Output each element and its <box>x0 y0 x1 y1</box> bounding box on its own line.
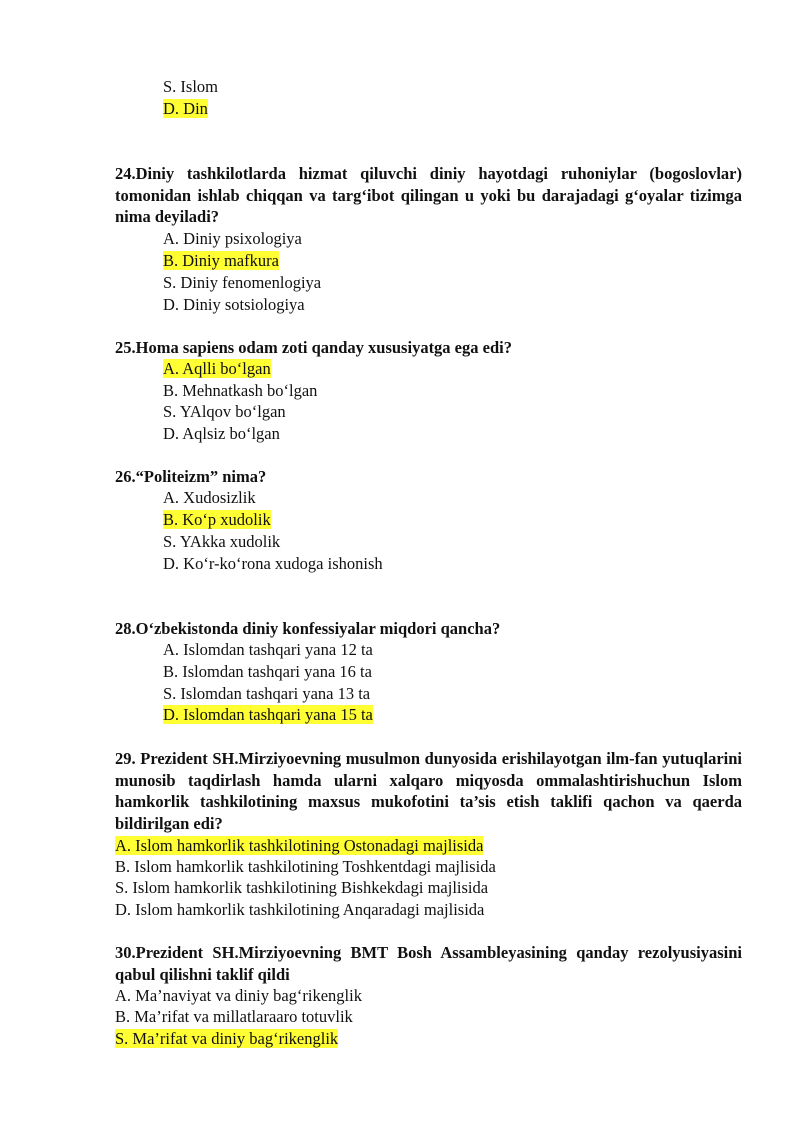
question-30: 30.Prezident SH.Mirziyoevning BMT Bosh Assambleyasining qanday rezolyusiyasini qabul qilishni taklif qildi <box>115 943 742 984</box>
answer-option: A. Diniy psixologiya <box>163 229 302 248</box>
answer-option-correct: A. Islom hamkorlik tashkilotining Ostonadagi majlisida <box>115 836 484 855</box>
answer-option-correct: S. Ma’rifat va diniy bag‘rikenglik <box>115 1029 339 1048</box>
answer-option: B. Mehnatkash bo‘lgan <box>163 381 318 400</box>
answer-option-correct: B. Ko‘p xudolik <box>163 510 271 529</box>
answer-option-correct: A. Aqlli bo‘lgan <box>163 359 271 378</box>
answer-option: S. YAlqov bo‘lgan <box>163 402 286 421</box>
answer-option: S. Islom <box>163 77 219 96</box>
answer-option-correct: B. Diniy mafkura <box>163 251 279 270</box>
answer-option: B. Islom hamkorlik tashkilotining Toshkentdagi majlisida <box>115 857 496 876</box>
question-28: 28.O‘zbekistonda diniy konfessiyalar miqdori qancha? <box>115 619 501 638</box>
answer-option: S. Islom hamkorlik tashkilotining Bishkekdagi majlisida <box>115 878 489 897</box>
answer-option: A. Islomdan tashqari yana 12 ta <box>163 640 373 659</box>
answer-option: S. Islomdan tashqari yana 13 ta <box>163 684 371 703</box>
answer-option-correct: D. Din <box>163 99 208 118</box>
answer-option: D. Aqlsiz bo‘lgan <box>163 424 280 443</box>
answer-option-correct: D. Islomdan tashqari yana 15 ta <box>163 705 373 724</box>
question-24: 24.Diniy tashkilotlarda hizmat qiluvchi diniy hayotdagi ruhoniylar (bogoslovlar) tomonidan ishlab chiqqan va targ‘ibot qilingan u yoki bu darajadagi g‘oyalar tizimga nima deyiladi? <box>115 164 742 226</box>
question-25: 25.Homa sapiens odam zoti qanday xususiyatga ega edi? <box>115 338 512 357</box>
answer-option: B. Islomdan tashqari yana 16 ta <box>163 662 372 681</box>
answer-option: A. Xudosizlik <box>163 488 256 507</box>
answer-option: D. Diniy sotsiologiya <box>163 295 305 314</box>
answer-option: B. Ma’rifat va millatlaraaro totuvlik <box>115 1007 353 1026</box>
question-29: 29. Prezident SH.Mirziyoevning musulmon dunyosida erishilayotgan ilm-fan yutuqlarini munosib taqdirlash hamda ularni xalqaro miqyosda ommalashtirishuchun Islom hamkorlik tashkilotining maxsus mukofotini ta’sis etish taklifi qachon va qaerda bildirilgan edi? <box>115 749 742 833</box>
answer-option: D. Ko‘r-ko‘rona xudoga ishonish <box>163 554 383 573</box>
answer-option: S. Diniy fenomenlogiya <box>163 273 322 292</box>
question-26: 26.“Politeizm” nima? <box>115 467 267 486</box>
answer-option: A. Ma’naviyat va diniy bag‘rikenglik <box>115 986 362 1005</box>
answer-option: S. YAkka xudolik <box>163 532 281 551</box>
answer-option: D. Islom hamkorlik tashkilotining Anqaradagi majlisida <box>115 900 485 919</box>
